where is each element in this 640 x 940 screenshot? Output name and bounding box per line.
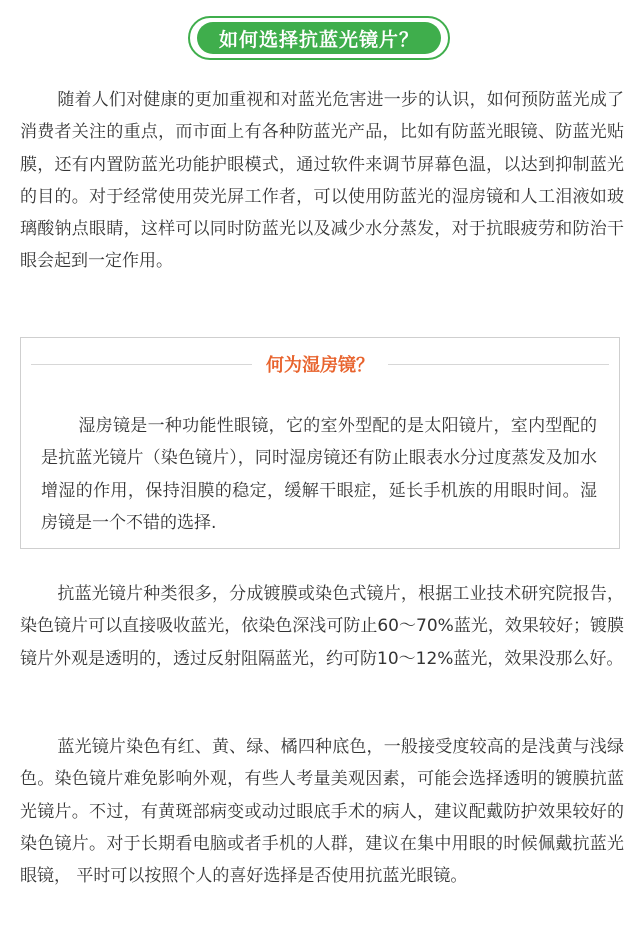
intro-paragraph: 随着人们对健康的更加重视和对蓝光危害进一步的认识，如何预防蓝光成了消费者关注的重点，而市面上有各种防蓝光产品，比如有防蓝光眼镜、防蓝光贴膜，还有内置防蓝光功能护眼模式，通过软件来调节屏幕色温，以达到抑制蓝光的目的。对于经常使用荧光屏工作者，可以使用防蓝光的湿房镜和人工泪液如玻璃酸钠点眼睛，这样可以同时防蓝光以及减少水分蒸发，对于抗眼疲劳和防治干眼会起到一定作用。 [20, 90, 624, 272]
lens-colors-paragraph: 蓝光镜片染色有红、黄、绿、橘四种底色，一般接受度较高的是浅黄与浅绿色。染色镜片难免影响外观，有些人考量美观因素，可能会选择透明的镀膜抗蓝光镜片。不过，有黄斑部病变或动过眼底手术的病人，建议配戴防护效果较好的染色镜片。对于长期看电脑或者手机的人群，建议在集中用眼的时候佩戴抗蓝光眼镜， 平时可以按照个人的喜好选择是否使用抗蓝光眼镜。 [20, 737, 624, 887]
callout-header [31, 346, 609, 382]
callout-box [20, 337, 620, 549]
callout-title: 何为湿房镜？ [266, 355, 374, 376]
callout-divider-right [388, 364, 609, 365]
page-title: 如何选择抗蓝光镜片？ [197, 22, 441, 54]
lens-types-paragraph: 抗蓝光镜片种类很多，分成镀膜或染色式镜片，根据工业技术研究院报告，染色镜片可以直接吸收蓝光，依染色深浅可防止60～70%蓝光，效果较好；镀膜镜片外观是透明的，透过反射阻隔蓝光，约可防10～12%蓝光，效果没那么好。 [20, 584, 624, 669]
callout-divider-left [31, 364, 252, 365]
title-badge [188, 16, 450, 60]
callout-text: 湿房镜是一种功能性眼镜，它的室外型配的是太阳镜片，室内型配的是抗蓝光镜片（染色镜片），同时湿房镜还有防止眼表水分过度蒸发及加水增湿的作用，保持泪膜的稳定，缓解干眼症，延长手机族的用眼时间。湿房镜是一个不错的选择. [41, 416, 597, 533]
